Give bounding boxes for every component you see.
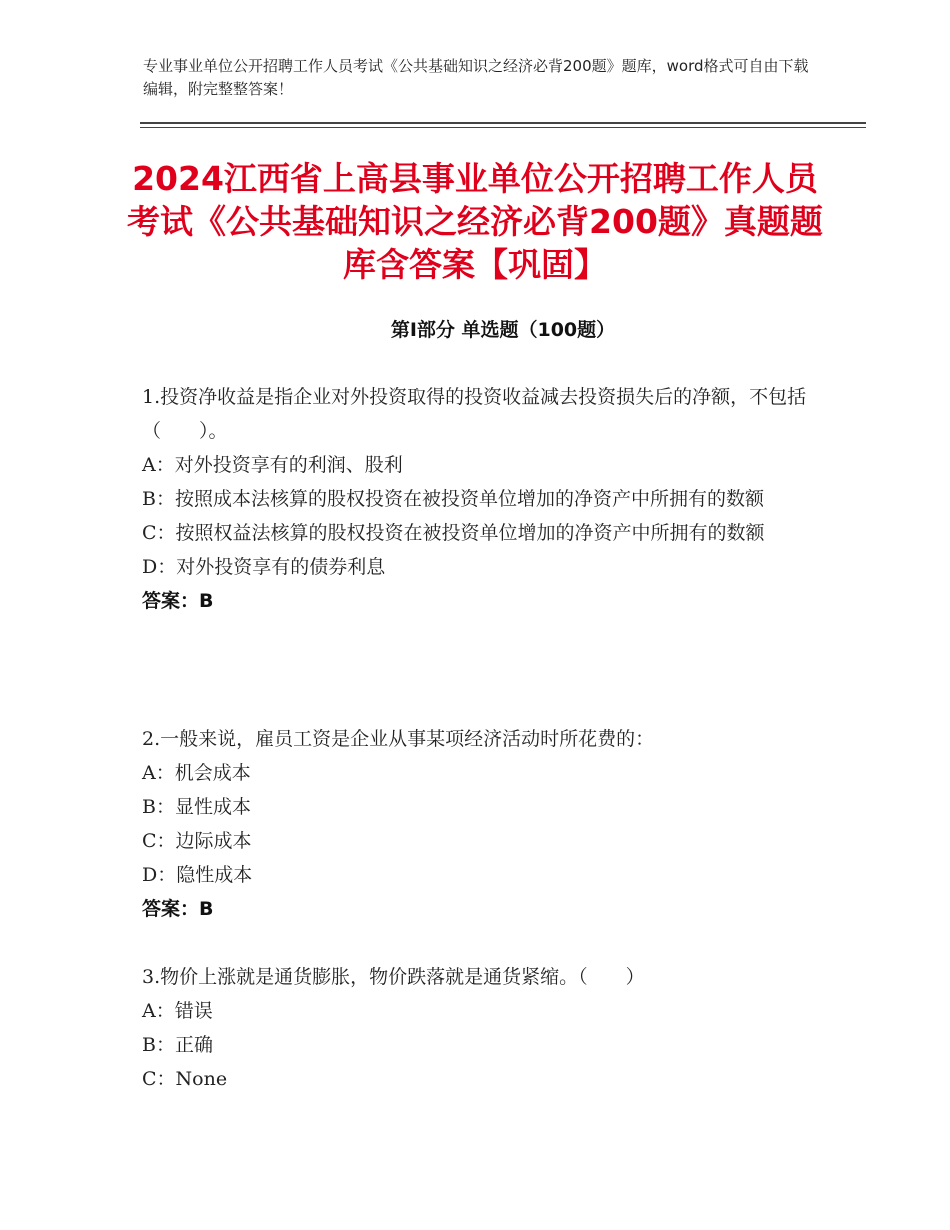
document-title: 2024江西省上高县事业单位公开招聘工作人员考试《公共基础知识之经济必背200题》真题题库含答案【巩固】: [127, 159, 823, 284]
header-text: 专业事业单位公开招聘工作人员考试《公共基础知识之经济必背200题》题库，word格式可自由下载编辑，附完整整答案！: [143, 57, 809, 98]
option-d: D：隐性成本: [142, 864, 253, 886]
answer: 答案：B: [142, 898, 214, 920]
answer: 答案：B: [142, 590, 214, 612]
option-b: B：显性成本: [142, 796, 251, 818]
option-b: B：正确: [142, 1034, 213, 1056]
option-a: A：机会成本: [142, 762, 251, 784]
question-stem: 1.投资净收益是指企业对外投资取得的投资收益减去投资损失后的净额，不包括（ ）。: [142, 386, 807, 442]
question-stem: 3.物价上涨就是通货膨胀，物价跌落就是通货紧缩。（ ）: [142, 966, 645, 988]
header-divider-thick: [140, 122, 866, 124]
option-c: C：None: [142, 1068, 228, 1090]
question-stem: 2.一般来说，雇员工资是企业从事某项经济活动时所花费的：: [142, 728, 655, 750]
option-a: A：对外投资享有的利润、股利: [142, 454, 403, 476]
question-1: [142, 380, 822, 618]
question-2: [142, 722, 822, 926]
header-divider-thin: [140, 127, 866, 128]
option-a: A：错误: [142, 1000, 213, 1022]
option-c: C：按照权益法核算的股权投资在被投资单位增加的净资产中所拥有的数额: [142, 522, 765, 544]
option-c: C：边际成本: [142, 830, 252, 852]
question-3: [142, 960, 822, 1096]
option-b: B：按照成本法核算的股权投资在被投资单位增加的净资产中所拥有的数额: [142, 488, 764, 510]
section-heading: 第Ⅰ部分 单选题（100题）: [390, 319, 616, 341]
option-d: D：对外投资享有的债券利息: [142, 556, 386, 578]
